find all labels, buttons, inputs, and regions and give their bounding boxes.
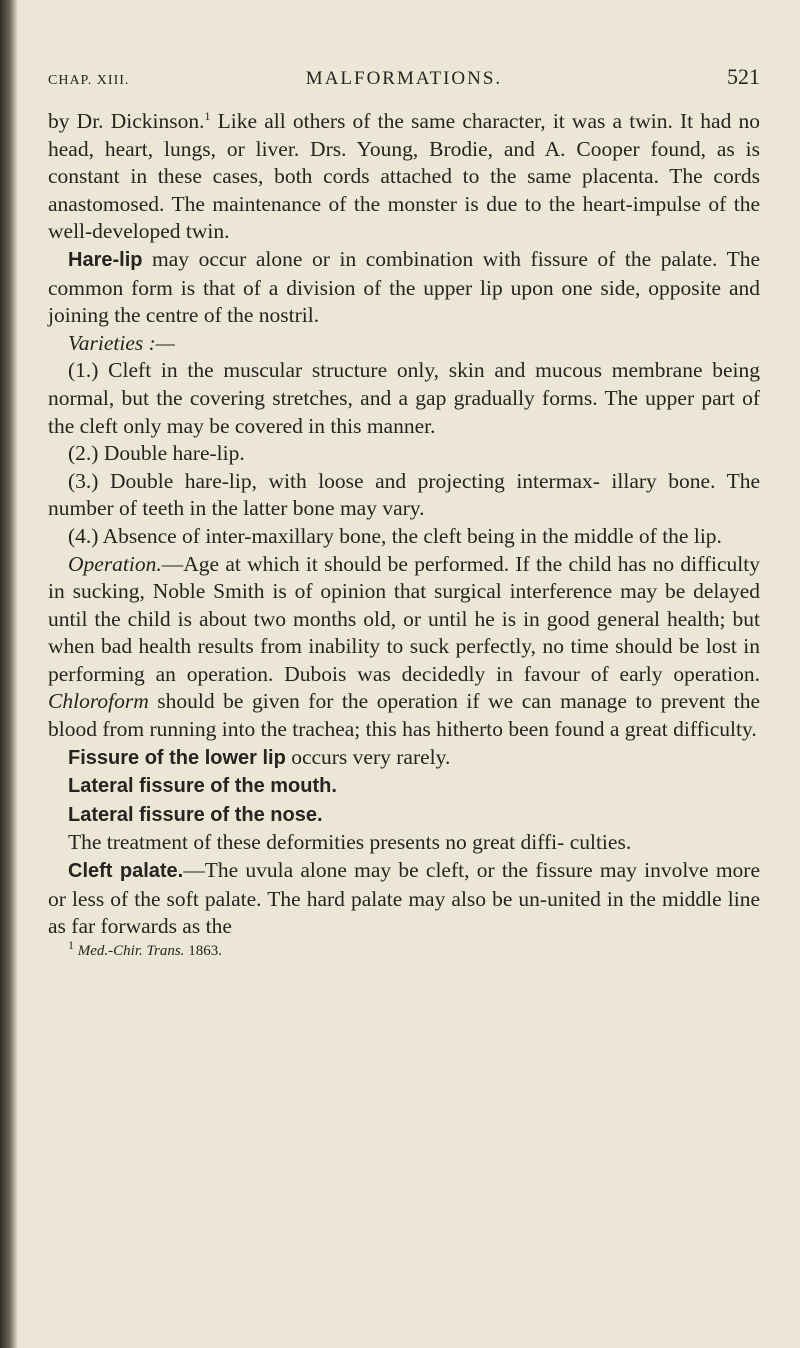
footnote-marker: 1 <box>68 937 74 952</box>
text-span: —Age at which it should be performed. If the child has no difficulty in sucking, Noble Smith is of opinion that surgical interference may be delayed until the child is about two months old, or until he is in good general health; but when bad health results from inability to suck perfectly, no time should be lost in performing an operation. Dubois was decidedly in favour of early operation. <box>48 551 760 686</box>
cleft-palate-heading: Cleft palate. <box>68 860 184 883</box>
text-span: Like all others of the same character, it was a twin. It had no head, heart, lungs, or liver. Drs. Young, Brodie, and A. Cooper found, as is constant in these cases, both cords attached to the same placenta. The cords anastomosed. The maintenance of the monster is due to the heart-impulse of the well-developed twin. <box>48 109 760 244</box>
footnote-year: 1863. <box>184 942 222 959</box>
footnote-ref: 1 <box>204 108 211 123</box>
book-spine-shadow <box>0 0 18 1348</box>
variety-4: (4.) Absence of inter-maxillary bone, the cleft being in the middle of the lip. <box>68 523 722 548</box>
variety-2: (2.) Double hare-lip. <box>68 441 245 466</box>
book-page <box>48 64 760 960</box>
text-span: may occur alone or in combination with fissure of the palate. The common form is that of a division of the upper lip upon one side, opposite and joining the centre of the nostril. <box>48 246 760 328</box>
running-title: MALFORMATIONS. <box>305 68 503 89</box>
chapter-label: CHAP. XIII. <box>48 73 130 88</box>
lateral-mouth-heading: Lateral fissure of the mouth. <box>68 775 337 798</box>
page-number: 521 <box>726 64 760 89</box>
paragraph-lateral-nose <box>48 801 760 830</box>
variety-3: (3.) Double hare-lip, with loose and projecting intermax- illary bone. The number of teeth in the latter bone may vary. <box>48 468 760 521</box>
paragraph-lateral-mouth <box>48 772 760 801</box>
varieties-heading: Varieties :— <box>68 330 175 355</box>
paragraph-dickinson <box>48 108 760 246</box>
text-span: occurs very rarely. <box>285 744 451 769</box>
footnote-source: Med.-Chir. Trans. <box>77 942 185 959</box>
chloroform-term: Chloroform <box>48 689 149 714</box>
variety-1: (1.) Cleft in the muscular structure only, skin and mucous membrane being normal, but the covering stretches, and a gap gradually forms. The upper part of the cleft only may be covered in this manner. <box>48 358 760 438</box>
text-span: by Dr. Dickinson. <box>48 109 205 133</box>
paragraph-fissure-lower-lip <box>48 744 760 773</box>
page-body <box>48 108 760 960</box>
text-span: —The uvula alone may be cleft, or the fissure may involve more or less of the soft palate. The hard palate may also be un-united in the middle line as far forwards as the <box>48 858 760 939</box>
paragraph-cleft-palate <box>48 857 760 941</box>
operation-heading: Operation. <box>68 551 162 576</box>
paragraph-operation <box>48 551 760 744</box>
footnote <box>48 937 760 960</box>
paragraph-hare-lip <box>48 246 760 330</box>
hare-lip-heading: Hare-lip <box>68 248 143 271</box>
lateral-nose-heading: Lateral fissure of the nose. <box>68 803 323 826</box>
running-header <box>48 64 760 90</box>
text-span: should be given for the operation if we can manage to prevent the blood from running into the trachea; this has hitherto been found a great difficulty. <box>48 689 760 742</box>
fissure-lower-lip-heading: Fissure of the lower lip <box>68 746 286 769</box>
varieties-heading-line <box>48 330 760 358</box>
paragraph-treatment: The treatment of these deformities presents no great diffi- culties. <box>68 830 632 855</box>
